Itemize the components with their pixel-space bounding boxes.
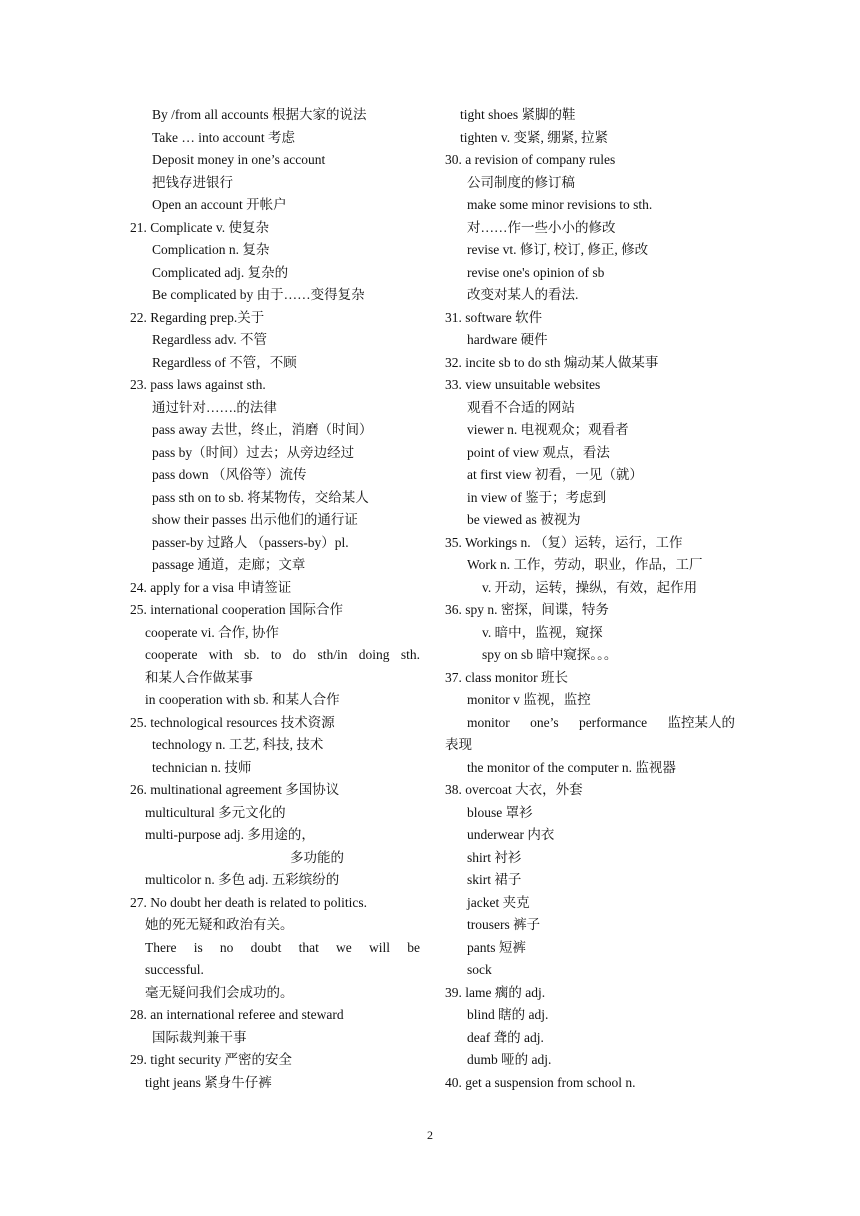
text-line: 25. technological resources 技术资源 (130, 714, 335, 730)
text-line: pass away 去世，终止，消磨（时间） (152, 422, 373, 437)
text-line: 28. an international referee and steward (130, 1007, 344, 1022)
left-column (130, 104, 420, 1094)
text-line: multi-purpose adj. 多用途的， (145, 827, 315, 842)
text-line: 35. Workings n. （复）运转，运行，工作 (445, 534, 683, 550)
text-line: tighten v. 变紧, 绷紧, 拉紧 (460, 129, 608, 145)
text-line: technology n. 工艺, 科技, 技术 (152, 737, 324, 752)
text-line: v. 开动，运转，操纵，有效，起作用 (482, 579, 698, 595)
text-line: 37. class monitor 班长 (445, 669, 568, 685)
text-line: make some minor revisions to sth. (467, 197, 653, 212)
text-line: 39. lame 瘸的 adj. (445, 984, 546, 1000)
text-line: tight shoes 紧脚的鞋 (460, 107, 576, 122)
text-line: multicolor n. 多色 adj. 五彩缤纷的 (145, 872, 340, 887)
text-line: Work n. 工作，劳动，职业，作品，工厂 (467, 557, 703, 572)
text-line: 27. No doubt her death is related to politics. (130, 894, 367, 910)
text-line: passage 通道，走廊；文章 (152, 557, 306, 572)
text-line: Open an account 开帐户 (152, 197, 287, 212)
text-line: deaf 聋的 adj. (467, 1029, 544, 1045)
text-line: shirt 衬衫 (467, 849, 522, 865)
text-line: 公司制度的修订稿 (467, 174, 575, 190)
text-line: monitor v 监视，监控 (467, 692, 591, 707)
text-line: at first view 初看，一见（就） (467, 467, 643, 482)
text-line: be viewed as 被视为 (467, 512, 581, 527)
text-line: 33. view unsuitable websites (445, 377, 601, 392)
text-line: 29. tight security 严密的安全 (130, 1052, 292, 1067)
text-line: cooperate vi. 合作, 协作 (145, 624, 279, 640)
text-line: 26. multinational agreement 多国协议 (130, 782, 340, 797)
text-line: in view of 鉴于；考虑到 (467, 489, 607, 505)
text-line: viewer n. 电视观众；观看者 (467, 422, 629, 437)
text-line: Complicated adj. 复杂的 (152, 264, 289, 280)
text-line: trousers 裤子 (467, 917, 541, 932)
text-line: pass down （风俗等）流传 (152, 467, 307, 482)
text-line: 21. Complicate v. 使复杂 (130, 219, 269, 235)
text-line: revise vt. 修订, 校订, 修正, 修改 (467, 242, 649, 257)
text-line: skirt 裙子 (467, 872, 522, 887)
text-line: 23. pass laws against sth. (130, 377, 266, 392)
text-line: in cooperation with sb. 和某人合作 (145, 692, 340, 707)
text-line: multicultural 多元文化的 (145, 804, 286, 820)
text-line: Deposit money in one’s account (152, 152, 326, 167)
text-line: show their passes 出示他们的通行证 (152, 512, 358, 527)
text-line: pass by（时间）过去；从旁边经过 (152, 444, 355, 460)
text-line: 通过针对…….的法律 (152, 399, 277, 415)
text-line: Take … into account 考虑 (152, 129, 296, 145)
text-line: pass sth on to sb. 将某物传，交给某人 (152, 489, 369, 505)
text-line: By /from all accounts 根据大家的说法 (152, 107, 367, 122)
text-line: 把钱存进银行 (152, 174, 233, 190)
text-line: 24. apply for a visa 申请签证 (130, 579, 292, 595)
text-line: 改变对某人的看法. (467, 287, 579, 302)
text-line: 表现 (445, 737, 472, 752)
text-line: 38. overcoat 大衣，外套 (445, 782, 583, 797)
text-line: 40. get a suspension from school n. (445, 1074, 636, 1090)
text-line: hardware 硬件 (467, 332, 548, 347)
text-line: sock (467, 962, 492, 977)
text-line: 25. international cooperation 国际合作 (130, 602, 343, 617)
text-line: Complication n. 复杂 (152, 242, 270, 257)
text-line: 对……作一些小小的修改 (467, 219, 616, 235)
text-line: 多功能的 (290, 849, 344, 865)
text-line: 她的死无疑和政治有关。 (145, 917, 294, 932)
text-line: Regardless of 不管，不顾 (152, 354, 297, 370)
text-line: technician n. 技师 (152, 759, 252, 775)
text-line: point of view 观点，看法 (467, 444, 610, 460)
text-line: passer-by 过路人 （passers-by）pl. (152, 534, 349, 550)
text-line: blouse 罩衫 (467, 804, 533, 820)
text-line: 观看不合适的网站 (467, 399, 575, 415)
text-line: Regardless adv. 不管 (152, 332, 267, 347)
text-line: pants 短裤 (467, 939, 526, 955)
text-line: 32. incite sb to do sth 煽动某人做某事 (445, 354, 659, 370)
text-line: revise one's opinion of sb (467, 264, 605, 280)
text-line: dumb 哑的 adj. (467, 1052, 552, 1067)
text-line: 国际裁判兼干事 (152, 1029, 247, 1045)
text-line: 和某人合作做某事 (145, 669, 253, 685)
text-line: underwear 内衣 (467, 827, 555, 842)
right-column (445, 104, 735, 1094)
text-line: blind 瞎的 adj. (467, 1007, 549, 1022)
text-line: jacket 夹克 (467, 894, 530, 910)
page-number: 2 (427, 1128, 433, 1142)
text-line: 22. Regarding prep.关于 (130, 309, 265, 325)
text-line: spy on sb 暗中窥探。。。 (482, 647, 618, 662)
text-line: 31. software 软件 (445, 309, 543, 325)
text-line: cooperate with sb. to do sth/in doing sth. (145, 647, 420, 662)
text-line: v. 暗中，监视，窥探 (482, 624, 603, 640)
text-line: monitor one’s performance 监控某人的 (467, 714, 735, 730)
text-line: the monitor of the computer n. 监视器 (467, 759, 676, 775)
text-line: 36. spy n. 密探，间谍，特务 (445, 602, 609, 617)
text-line: Be complicated by 由于……变得复杂 (152, 287, 365, 302)
text-line: tight jeans 紧身牛仔裤 (145, 1074, 272, 1090)
text-line: There is no doubt that we will be (145, 939, 420, 955)
text-line: 30. a revision of company rules (445, 152, 616, 167)
text-line: 毫无疑问我们会成功的。 (145, 984, 294, 1000)
text-line: successful. (145, 962, 204, 977)
